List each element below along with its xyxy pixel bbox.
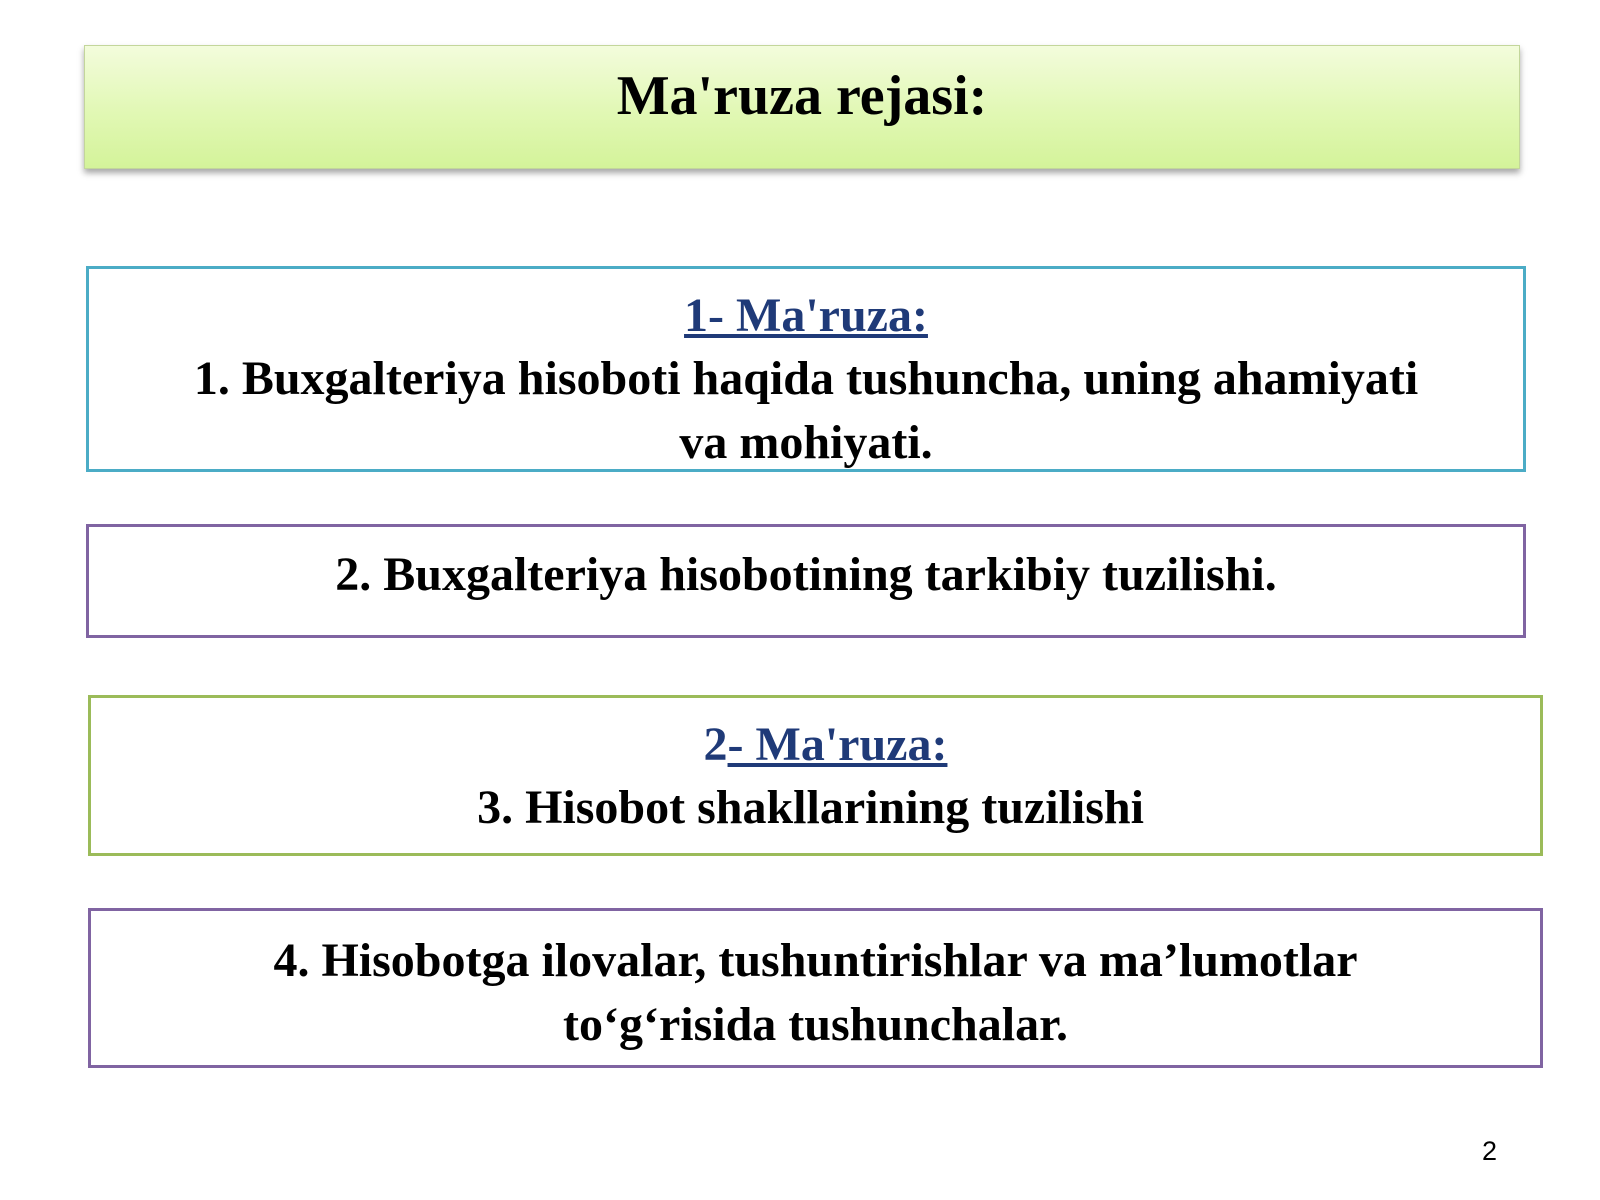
topic-4-item-line-1: 4. Hisobotga ilovalar, tushuntirishlar va ma’lumotlar xyxy=(273,934,1358,987)
topic-4-box xyxy=(88,908,1543,1068)
lecture-1-box xyxy=(86,266,1526,472)
slide-title-box xyxy=(84,45,1520,169)
lecture-2-item: 3. Hisobot shakllarining tuzilishi xyxy=(477,781,1144,834)
page-number: 2 xyxy=(1482,1136,1498,1166)
lecture-1-item-line-1: 1. Buxgalteriya hisoboti haqida tushuncha, uning ahamiyati xyxy=(193,352,1419,405)
lecture-1-item-line-2: va mohiyati. xyxy=(679,416,933,469)
lecture-2-box xyxy=(88,695,1543,856)
lecture-1-heading: 1- Ma'ruza: xyxy=(684,289,928,342)
lecture-2-heading xyxy=(91,714,1540,776)
lecture-2-heading-label: - Ma'ruza: xyxy=(727,718,948,771)
topic-4-item-line-2: to‘g‘risida tushunchalar. xyxy=(563,998,1068,1051)
topic-2-box xyxy=(86,524,1526,638)
slide-title: Ma'ruza rejasi: xyxy=(616,65,988,127)
topic-2-item: 2. Buxgalteriya hisobotining tarkibiy tuzilishi. xyxy=(335,548,1277,601)
lecture-2-heading-number: 2 xyxy=(703,718,728,771)
